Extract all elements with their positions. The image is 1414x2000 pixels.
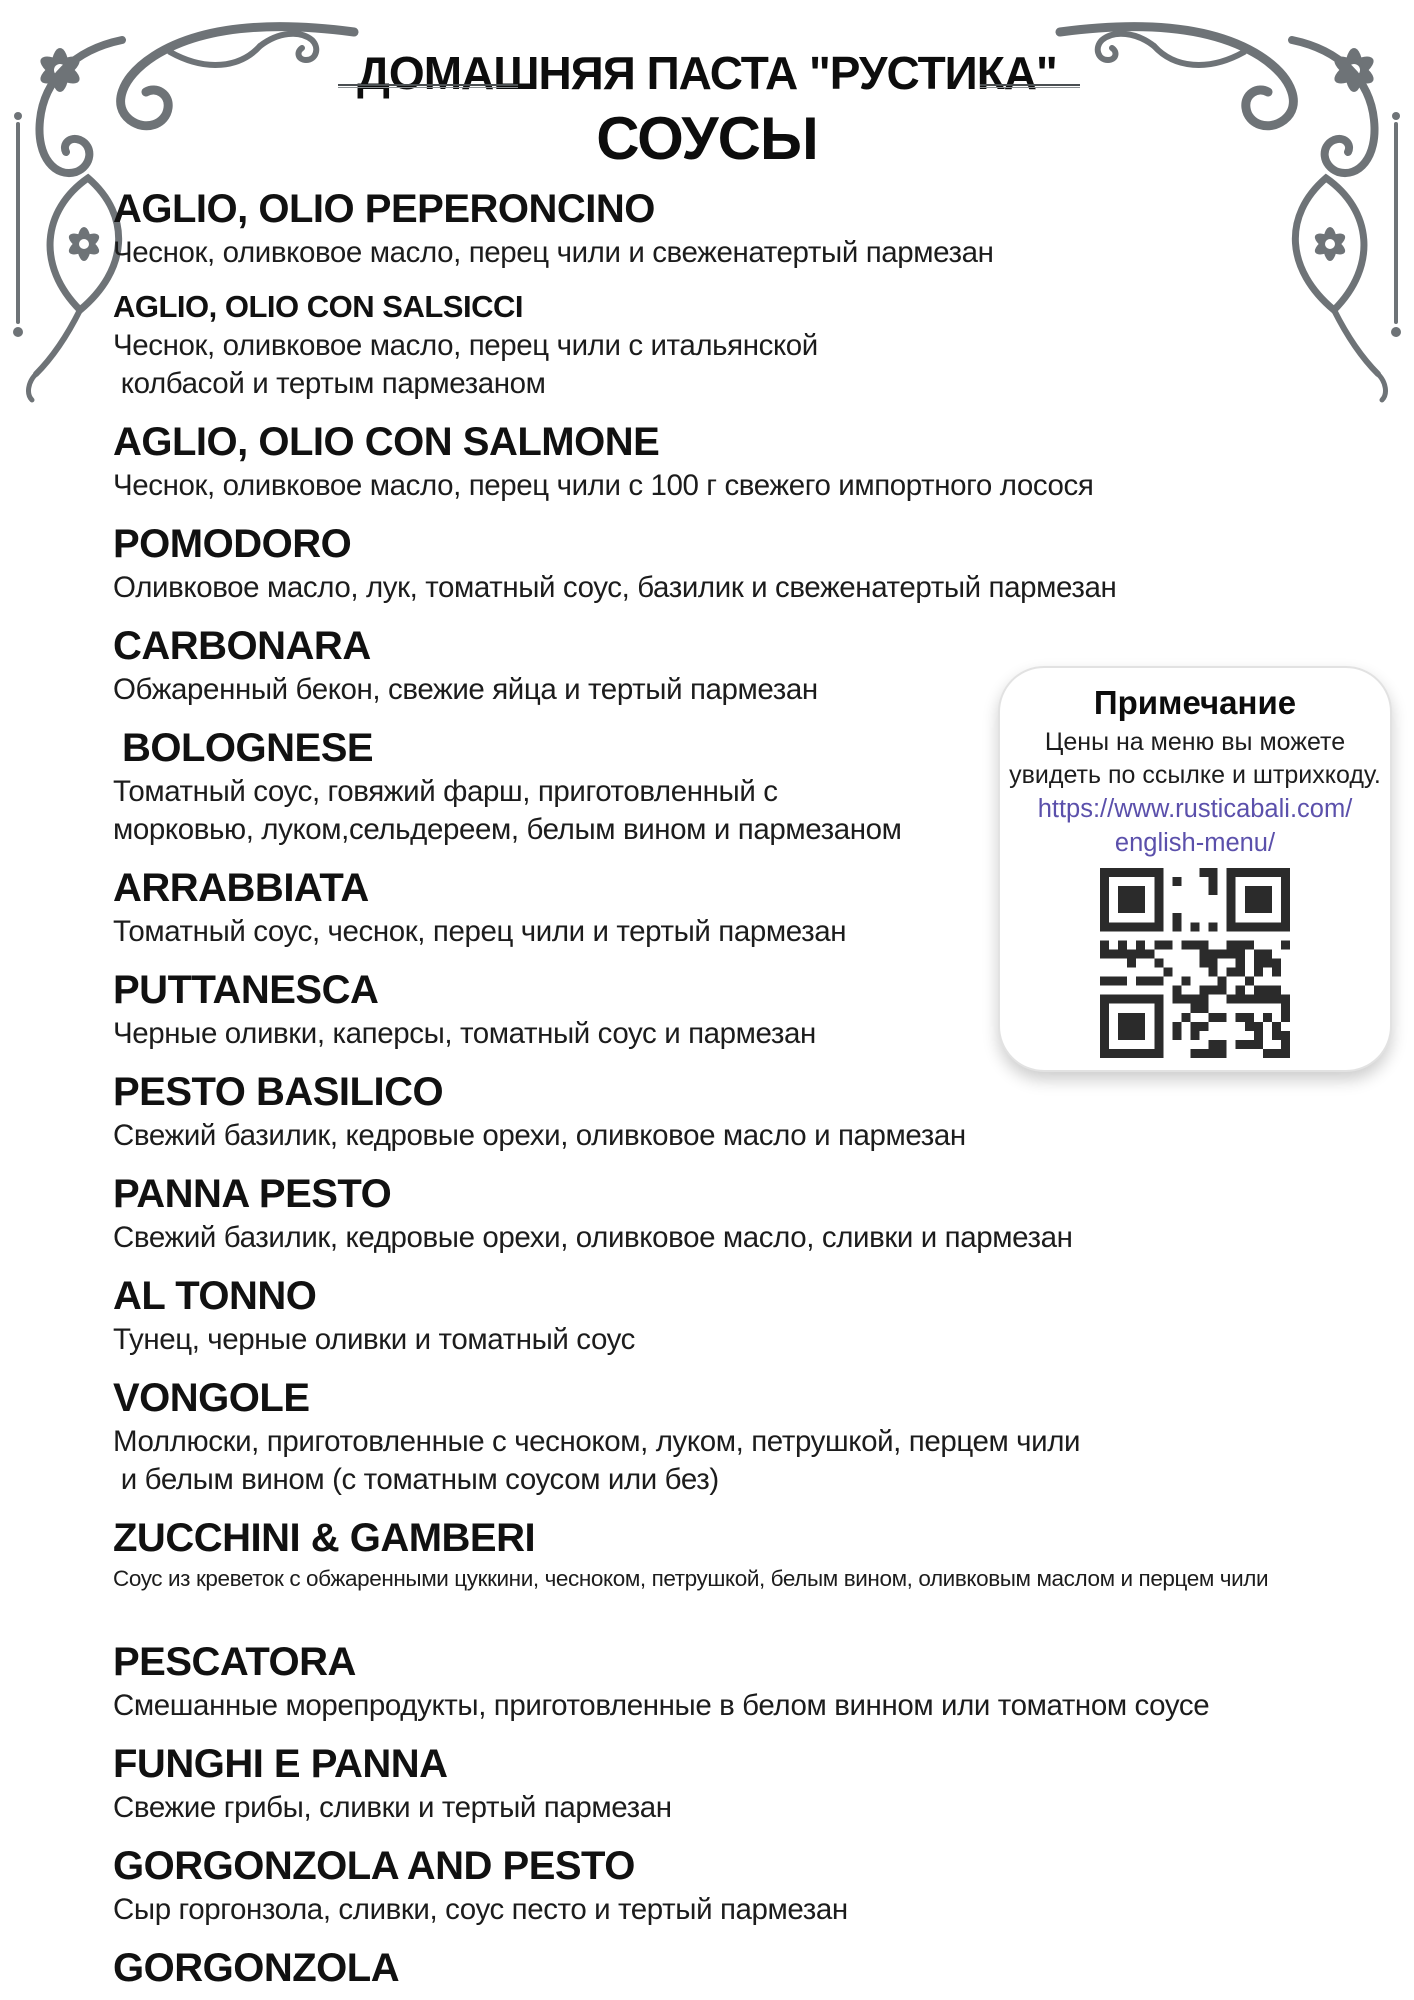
menu-item-description-line: Тунец, черные оливки и томатный соус (113, 1323, 635, 1356)
menu-item (113, 418, 1403, 505)
menu-item (113, 1514, 1403, 1594)
menu-item-description-line: Чеснок, оливковое масло, перец чили с 100 г свежего импортного лосося (113, 469, 1094, 502)
menu-item (113, 1638, 1403, 1725)
menu-link-line2[interactable]: english-menu/ (1114, 829, 1276, 857)
menu-item-name: GORGONZOLA (113, 1946, 400, 1990)
menu-item-name: VONGOLE (113, 1376, 310, 1420)
menu-item-name: AL TONNO (113, 1274, 317, 1318)
note-body-line: увидеть по ссылке и штрихкоду. (1009, 761, 1381, 789)
menu-item (113, 287, 1403, 403)
menu-item-name: ZUCCHINI & GAMBERI (113, 1516, 536, 1560)
menu-item-description-line: Томатный соус, говяжий фарш, приготовленный с (113, 775, 778, 808)
menu-item-description-line: Соус из креветок с обжаренными цуккини, чесноком, петрушкой, белым вином, оливковым маслом и перцем чили (113, 1566, 1269, 1591)
note-title: Примечание (1093, 684, 1297, 721)
menu-item-description-line: Свежие грибы, сливки и тертый пармезан (113, 1791, 672, 1824)
menu-item (113, 1944, 1403, 1993)
menu-item-name: PUTTANESCA (113, 968, 379, 1012)
menu-item-name: PESTO BASILICO (113, 1070, 444, 1114)
menu-item (113, 1272, 1403, 1359)
menu-item-name: FUNGHI E PANNA (113, 1742, 448, 1786)
menu-item-description-line: Сыр горгонзола, сливки, соус песто и тертый пармезан (113, 1893, 848, 1926)
menu-item-name: AGLIO, OLIO PEPERONCINO (113, 187, 655, 231)
menu-item (113, 520, 1403, 607)
menu-item-name: AGLIO, OLIO CON SALSICCI (113, 289, 523, 324)
page-title: ДОМАШНЯЯ ПАСТА "РУСТИКА" (357, 47, 1057, 99)
menu-item-description-line: Смешанные морепродукты, приготовленные в белом винном или томатном соусе (113, 1689, 1210, 1722)
menu-item-description-line: Обжаренный бекон, свежие яйца и тертый пармезан (113, 673, 818, 706)
menu-item-description-line: и белым вином (с томатным соусом или без) (113, 1463, 719, 1496)
menu-item-description-line: Оливковое масло, лук, томатный соус, базилик и свеженатертый пармезан (113, 571, 1117, 604)
menu-item-name: AGLIO, OLIO CON SALMONE (113, 420, 660, 464)
menu-link[interactable]: https://www.rusticabali.com/ (1037, 795, 1353, 823)
menu-item-name: PESCATORA (113, 1640, 356, 1684)
qr-code (1100, 868, 1290, 1058)
menu-item-name: ARRABBIATA (113, 866, 369, 910)
title-divider-left (338, 84, 518, 88)
menu-item-description-line: Томатный соус, чеснок, перец чили и тертый пармезан (113, 915, 847, 948)
menu-item-description-line: Моллюски, приготовленные с чесноком, луком, петрушкой, перцем чили (113, 1425, 1081, 1458)
menu-item-name: GORGONZOLA AND PESTO (113, 1844, 635, 1888)
menu-item-description-line: Свежий базилик, кедровые орехи, оливковое масло, сливки и пармезан (113, 1221, 1073, 1254)
menu-item-description-line: Чеснок, оливковое масло, перец чили с итальянской (113, 329, 818, 362)
menu-item-description-line: Черные оливки, каперсы, томатный соус и пармезан (113, 1017, 816, 1050)
menu-item (113, 1374, 1403, 1499)
menu-item-name: BOLOGNESE (122, 726, 374, 770)
menu-item-description-line: Свежий базилик, кедровые орехи, оливковое масло и пармезан (113, 1119, 966, 1152)
title-divider-right (980, 84, 1080, 88)
menu-item-description-line: Чеснок, оливковое масло, перец чили и свеженатертый пармезан (113, 236, 994, 269)
menu-item (113, 1842, 1403, 1929)
menu-item-name: POMODORO (113, 522, 352, 566)
menu-item (113, 1068, 1403, 1155)
menu-items (113, 170, 1403, 1993)
section-title: СОУСЫ (596, 105, 818, 172)
menu-item-name: PANNA PESTO (113, 1172, 392, 1216)
note-body-line: Цены на меню вы можете (1044, 728, 1346, 756)
menu-item-description-line: морковью, луком,сельдереем, белым вином и пармезаном (113, 813, 902, 846)
menu-item-description-line: колбасой и тертым пармезаном (113, 367, 546, 400)
menu-item (113, 185, 1403, 272)
menu-item (113, 1170, 1403, 1257)
note-card (998, 666, 1392, 1072)
menu-item (113, 1740, 1403, 1827)
menu-item-name: CARBONARA (113, 624, 371, 668)
